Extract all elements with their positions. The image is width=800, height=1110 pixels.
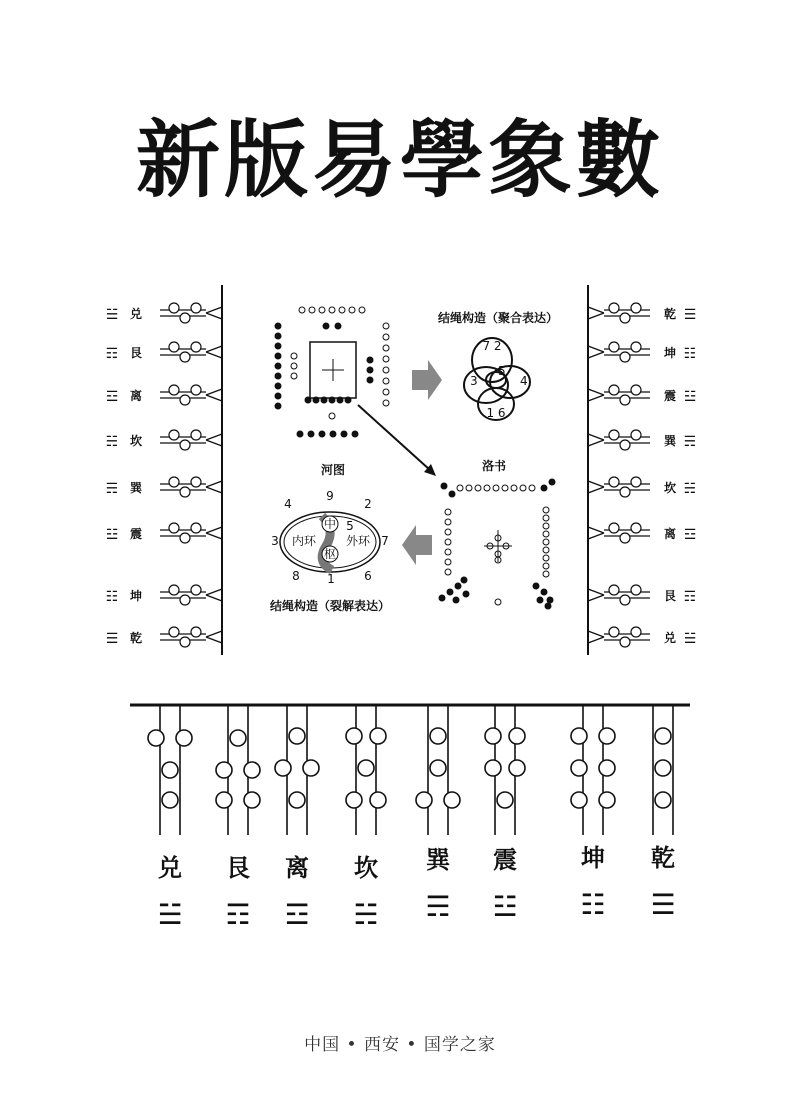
knot-string <box>588 585 650 605</box>
ring-number: 5 <box>346 519 354 533</box>
trigram-symbol: ☵ <box>683 481 697 497</box>
trigram-symbol: ☶ <box>683 589 697 605</box>
left-trigram-labels <box>106 306 143 647</box>
ring-number: 1 <box>327 572 335 586</box>
trigram-symbol: ☳ <box>683 389 697 405</box>
ring-number: 8 <box>292 569 300 583</box>
ring-pivot: 枢 <box>323 547 337 561</box>
trigram-symbol: ☴ <box>425 890 451 923</box>
left-knot-strings <box>160 303 222 647</box>
ring-number: 7 <box>381 534 389 548</box>
hetu-label: 河图 <box>320 463 346 477</box>
knot-string <box>160 385 222 405</box>
trigram-symbol: ☲ <box>105 389 119 405</box>
page-title: 新版易學象數 <box>135 110 664 209</box>
trigram-symbol: ☱ <box>683 631 697 647</box>
knot-string <box>160 585 222 605</box>
trigram-name: 离 <box>129 389 143 403</box>
trigram-name: 巽 <box>129 481 143 495</box>
trigram-name: 坎 <box>354 853 378 882</box>
trigram-symbol: ☶ <box>105 346 119 362</box>
trigram-name: 坤 <box>129 589 143 603</box>
trigram-name: 离 <box>663 527 677 541</box>
trigram-symbol: ☵ <box>105 434 119 450</box>
trigram-name: 兑 <box>158 853 182 882</box>
arrow-hetu-luoshu <box>358 405 430 470</box>
trigram-symbol: ☱ <box>157 898 183 931</box>
arrow-right-icon <box>412 360 442 400</box>
trigram-name: 兑 <box>129 307 143 321</box>
knot-string <box>160 477 222 497</box>
trigram-symbol: ☰ <box>683 307 697 323</box>
trigram-symbol: ☵ <box>353 898 379 931</box>
knot-string <box>571 706 615 835</box>
knot-string <box>653 706 673 835</box>
trigram-symbol: ☲ <box>683 527 697 543</box>
trigram-name: 乾 <box>663 307 677 321</box>
ring-number: 2 <box>364 497 372 511</box>
trigram-symbol: ☴ <box>683 434 697 450</box>
ring-number: 4 <box>284 497 292 511</box>
trigram-name: 离 <box>285 853 309 882</box>
footer: 中国 • 西安 • 国学之家 <box>304 1035 496 1055</box>
knot-string <box>588 523 650 543</box>
top-caption: 结绳构造（聚合表达） <box>437 311 559 325</box>
trigram-name: 坎 <box>663 481 677 495</box>
knot-string <box>346 706 386 835</box>
trigram-name: 坤 <box>581 843 605 872</box>
trigram-name: 巽 <box>426 845 450 874</box>
knot-string <box>160 342 222 362</box>
trigram-name: 坤 <box>663 346 677 360</box>
svg-text:1 6: 1 6 <box>486 406 506 420</box>
svg-text:5: 5 <box>498 364 506 378</box>
knot-string <box>148 706 192 835</box>
right-trigram-labels <box>664 306 696 647</box>
knot-string <box>588 430 650 450</box>
trigram-name: 坎 <box>129 434 143 448</box>
arrow-left-icon <box>402 525 432 565</box>
trigram-name: 震 <box>493 845 517 874</box>
knot-string <box>588 627 650 647</box>
knot-string <box>160 523 222 543</box>
knot-string <box>216 706 260 835</box>
knot-string <box>588 385 650 405</box>
trigram-name: 乾 <box>651 843 675 872</box>
knot-string <box>588 342 650 362</box>
trigram-symbol: ☰ <box>105 631 119 647</box>
trigram-name: 艮 <box>226 853 250 882</box>
svg-text:3: 3 <box>470 374 478 388</box>
trigram-symbol: ☲ <box>284 898 310 931</box>
trigram-name: 乾 <box>129 631 143 645</box>
ring-number: 9 <box>326 489 334 503</box>
knot-string <box>416 706 460 835</box>
knot-string <box>485 706 525 835</box>
bottom-trigram-labels <box>157 843 675 931</box>
knot-string <box>160 303 222 323</box>
trigram-symbol: ☶ <box>225 898 251 931</box>
knot-string <box>160 627 222 647</box>
svg-text:7 2: 7 2 <box>482 339 502 353</box>
trigram-symbol: ☰ <box>650 888 676 921</box>
trigram-name: 艮 <box>663 589 677 603</box>
ring-number: 3 <box>271 534 279 548</box>
ring-inner: 内环 <box>291 534 317 548</box>
ring-number: 6 <box>364 569 372 583</box>
right-knot-strings <box>588 303 650 647</box>
trigram-symbol: ☷ <box>683 346 697 362</box>
trigram-symbol: ☴ <box>105 481 119 497</box>
trigram-symbol: ☷ <box>105 589 119 605</box>
trigram-symbol: ☳ <box>105 527 119 543</box>
trigram-name: 震 <box>663 389 677 403</box>
knot-string <box>275 706 319 835</box>
luoshu-label: 洛书 <box>481 459 507 473</box>
trigram-symbol: ☱ <box>105 307 119 323</box>
trigram-name: 巽 <box>663 434 677 448</box>
trigram-symbol: ☷ <box>580 888 606 921</box>
knot-string <box>588 303 650 323</box>
luoshu-diagram <box>439 479 555 609</box>
knot-string <box>588 477 650 497</box>
ring-outer: 外环 <box>345 534 371 548</box>
bottom-knot-strings <box>148 706 673 835</box>
trigram-name: 艮 <box>129 346 143 360</box>
trigram-name: 震 <box>129 527 143 541</box>
bottom-caption: 结绳构造（裂解表达） <box>269 599 391 613</box>
svg-text:4: 4 <box>520 374 528 388</box>
ring-center: 中 <box>323 517 337 531</box>
trigram-symbol: ☳ <box>492 890 518 923</box>
trigram-name: 兑 <box>663 631 677 645</box>
knot-string <box>160 430 222 450</box>
